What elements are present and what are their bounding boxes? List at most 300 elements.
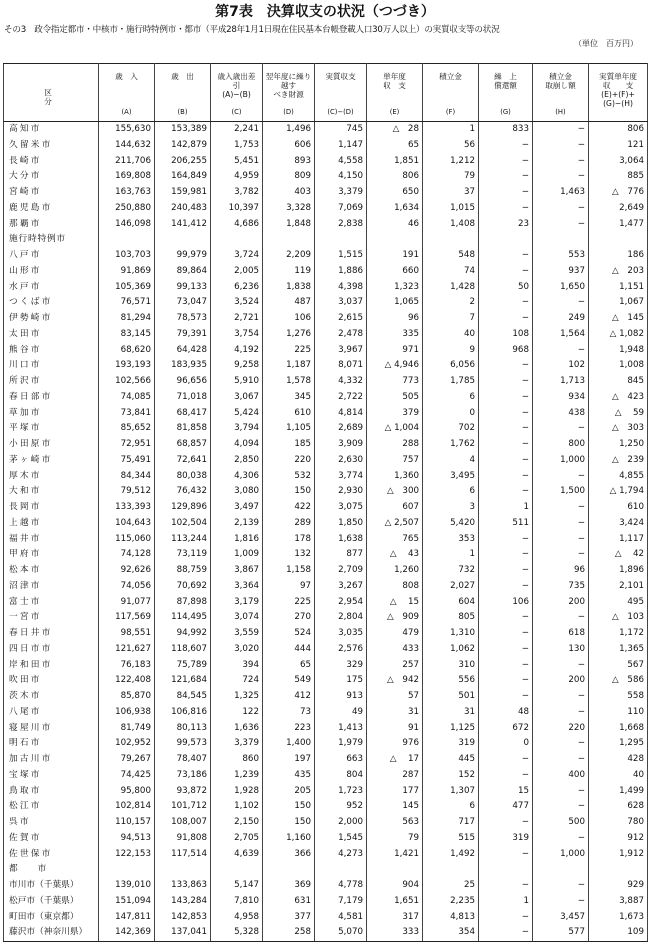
- row-label: 市川市（千葉県）: [4, 878, 99, 894]
- table-cell: 76,432: [155, 484, 211, 500]
- row-label: 宝塚市: [4, 768, 99, 784]
- table-cell: 74,056: [99, 579, 155, 595]
- table-cell: −: [479, 169, 533, 185]
- table-cell: 1,000: [533, 847, 589, 863]
- column-code: (H): [555, 108, 566, 116]
- row-label: 草加市: [4, 406, 99, 422]
- table-cell: 1: [479, 500, 533, 516]
- table-cell: 2,930: [315, 484, 367, 500]
- row-label: 小田原市: [4, 437, 99, 453]
- table-cell: 1,172: [589, 626, 648, 642]
- table-cell: 84,344: [99, 469, 155, 485]
- table-cell: 121,684: [155, 673, 211, 689]
- table-cell: 96: [367, 311, 423, 327]
- table-row: [4, 248, 648, 264]
- table-cell: 46: [367, 217, 423, 233]
- table-row: [4, 185, 648, 201]
- column-header-8: [479, 64, 533, 122]
- table-cell: −: [533, 295, 589, 311]
- row-label: 春日部市: [4, 390, 99, 406]
- table-cell: 146,098: [99, 217, 155, 233]
- table-cell: 3,328: [263, 201, 315, 217]
- table-cell: 23: [479, 217, 533, 233]
- row-label: 松江市: [4, 799, 99, 815]
- table-cell: [211, 862, 263, 878]
- table-cell: 9: [423, 343, 479, 359]
- table-cell: 2,722: [315, 390, 367, 406]
- table-cell: 1,125: [423, 721, 479, 737]
- table-cell: △ 17: [367, 752, 423, 768]
- table-cell: 1,065: [367, 295, 423, 311]
- table-cell: 1,310: [423, 626, 479, 642]
- table-cell: [367, 232, 423, 248]
- table-cell: 2,954: [315, 595, 367, 611]
- row-label: 甲府市: [4, 547, 99, 563]
- table-cell: −: [479, 484, 533, 500]
- table-cell: 130: [533, 642, 589, 658]
- table-cell: −: [479, 311, 533, 327]
- table-cell: 1,307: [423, 784, 479, 800]
- table-cell: 1,545: [315, 831, 367, 847]
- table-cell: 91,808: [155, 831, 211, 847]
- column-code: (F): [445, 108, 456, 116]
- table-cell: △ 145: [589, 311, 648, 327]
- table-cell: [155, 862, 211, 878]
- row-label: 上越市: [4, 516, 99, 532]
- table-cell: 553: [533, 248, 589, 264]
- table-cell: 2,615: [315, 311, 367, 327]
- table-cell: 5,328: [211, 925, 263, 941]
- table-cell: 702: [423, 421, 479, 437]
- table-cell: 186: [589, 248, 648, 264]
- table-row: [4, 642, 648, 658]
- table-cell: 833: [479, 122, 533, 138]
- table-cell: 1,928: [211, 784, 263, 800]
- table-cell: 1,015: [423, 201, 479, 217]
- column-header-10: [589, 64, 648, 122]
- table-cell: 2,689: [315, 421, 367, 437]
- table-cell: 1,102: [211, 799, 263, 815]
- table-cell: 288: [367, 437, 423, 453]
- table-cell: 567: [589, 658, 648, 674]
- table-cell: 91: [367, 721, 423, 737]
- table-cell: 106,816: [155, 705, 211, 721]
- table-cell: 133,863: [155, 878, 211, 894]
- table-cell: 724: [211, 673, 263, 689]
- table-row: [4, 831, 648, 847]
- table-cell: 65: [263, 658, 315, 674]
- table-cell: 558: [589, 689, 648, 705]
- table-cell: 178: [263, 532, 315, 548]
- table-cell: [479, 862, 533, 878]
- table-row: [4, 469, 648, 485]
- table-cell: 2: [423, 295, 479, 311]
- table-cell: 211,706: [99, 154, 155, 170]
- table-cell: [99, 862, 155, 878]
- row-label: 施行時特例市: [4, 232, 99, 248]
- table-cell: 106: [479, 595, 533, 611]
- table-cell: 912: [589, 831, 648, 847]
- row-label: 沼津市: [4, 579, 99, 595]
- table-cell: 1,250: [589, 437, 648, 453]
- row-label: 太田市: [4, 327, 99, 343]
- table-cell: 7,179: [315, 894, 367, 910]
- table-cell: 1,912: [589, 847, 648, 863]
- table-row: [4, 154, 648, 170]
- table-cell: −: [479, 532, 533, 548]
- table-row: [4, 768, 648, 784]
- table-cell: 83,145: [99, 327, 155, 343]
- table-cell: 1: [423, 122, 479, 138]
- table-cell: 1,650: [533, 280, 589, 296]
- table-cell: 1,323: [367, 280, 423, 296]
- table-cell: 109: [589, 925, 648, 941]
- table-cell: 1,325: [211, 689, 263, 705]
- table-cell: 57: [367, 689, 423, 705]
- table-cell: 73,047: [155, 295, 211, 311]
- table-cell: 607: [367, 500, 423, 516]
- table-row: [4, 169, 648, 185]
- table-cell: 163,763: [99, 185, 155, 201]
- table-cell: 735: [533, 579, 589, 595]
- table-row: [4, 595, 648, 611]
- table-cell: 64,428: [155, 343, 211, 359]
- table-cell: 780: [589, 815, 648, 831]
- table-cell: [479, 232, 533, 248]
- table-cell: 4,686: [211, 217, 263, 233]
- table-cell: 249: [533, 311, 589, 327]
- table-cell: 2,000: [315, 815, 367, 831]
- table-cell: −: [479, 563, 533, 579]
- table-cell: 81,749: [99, 721, 155, 737]
- table-cell: △ 59: [589, 406, 648, 422]
- table-cell: 99,573: [155, 736, 211, 752]
- table-cell: 353: [423, 532, 479, 548]
- table-cell: [423, 862, 479, 878]
- table-cell: [367, 862, 423, 878]
- table-cell: 556: [423, 673, 479, 689]
- column-header-1: [99, 64, 155, 122]
- row-label: 鹿児島市: [4, 201, 99, 217]
- table-cell: −: [533, 343, 589, 359]
- table-cell: 31: [423, 705, 479, 721]
- table-cell: 610: [263, 406, 315, 422]
- table-cell: −: [533, 894, 589, 910]
- table-cell: 92,626: [99, 563, 155, 579]
- table-cell: 805: [423, 610, 479, 626]
- table-cell: 606: [263, 138, 315, 154]
- column-label: 区 分: [44, 88, 121, 106]
- table-cell: △ 203: [589, 264, 648, 280]
- table-cell: 885: [589, 169, 648, 185]
- table-cell: −: [479, 406, 533, 422]
- table-cell: 3,364: [211, 579, 263, 595]
- table-row: [4, 358, 648, 374]
- table-row: [4, 563, 648, 579]
- table-cell: 37: [423, 185, 479, 201]
- table-cell: 117,569: [99, 610, 155, 626]
- table-cell: 1,187: [263, 358, 315, 374]
- table-cell: 96: [533, 563, 589, 579]
- table-cell: 1,668: [589, 721, 648, 737]
- table-cell: 2,241: [211, 122, 263, 138]
- table-cell: 74,425: [99, 768, 155, 784]
- table-cell: 80,038: [155, 469, 211, 485]
- row-label: 一宮市: [4, 610, 99, 626]
- table-cell: 2,576: [315, 642, 367, 658]
- row-label: 高知市: [4, 122, 99, 138]
- table-cell: 150: [263, 799, 315, 815]
- row-label: 藤沢市（神奈川県）: [4, 925, 99, 941]
- table-cell: 99,979: [155, 248, 211, 264]
- table-cell: 1,105: [263, 421, 315, 437]
- table-cell: 317: [367, 910, 423, 926]
- table-row: [4, 437, 648, 453]
- table-cell: 1,500: [533, 484, 589, 500]
- table-cell: 428: [589, 752, 648, 768]
- table-cell: 94,992: [155, 626, 211, 642]
- table-cell: −: [533, 500, 589, 516]
- table-cell: 3: [423, 500, 479, 516]
- row-label: 山形市: [4, 264, 99, 280]
- table-cell: −: [533, 217, 589, 233]
- table-cell: 1,158: [263, 563, 315, 579]
- table-row: [4, 705, 648, 721]
- table-cell: 75,789: [155, 658, 211, 674]
- table-cell: 102,814: [99, 799, 155, 815]
- table-cell: 94,513: [99, 831, 155, 847]
- table-cell: 3,967: [315, 343, 367, 359]
- row-label: 佐世保市: [4, 847, 99, 863]
- table-cell: 3,075: [315, 500, 367, 516]
- table-cell: 618: [533, 626, 589, 642]
- table-row: [4, 689, 648, 705]
- table-cell: 477: [479, 799, 533, 815]
- table-header: [4, 64, 648, 122]
- table-cell: −: [533, 799, 589, 815]
- table-cell: [211, 232, 263, 248]
- table-row: [4, 894, 648, 910]
- table-cell: 4,273: [315, 847, 367, 863]
- table-cell: 1,295: [589, 736, 648, 752]
- table-cell: 4,581: [315, 910, 367, 926]
- table-cell: 937: [533, 264, 589, 280]
- row-label: 宮崎市: [4, 185, 99, 201]
- table-cell: −: [479, 421, 533, 437]
- table-cell: 3,064: [589, 154, 648, 170]
- table-cell: 200: [533, 673, 589, 689]
- table-cell: 515: [423, 831, 479, 847]
- table-cell: 147,811: [99, 910, 155, 926]
- table-cell: 1,000: [533, 453, 589, 469]
- table-cell: 500: [533, 815, 589, 831]
- table-cell: −: [533, 532, 589, 548]
- table-cell: 4,814: [315, 406, 367, 422]
- row-label: 四日市市: [4, 642, 99, 658]
- table-cell: 1,673: [589, 910, 648, 926]
- column-label: 歳 出: [171, 72, 194, 81]
- table-cell: 445: [423, 752, 479, 768]
- table-row: [4, 799, 648, 815]
- table-cell: 412: [263, 689, 315, 705]
- table-cell: 4,306: [211, 469, 263, 485]
- table-cell: 104,643: [99, 516, 155, 532]
- table-cell: 150: [263, 815, 315, 831]
- table-cell: 968: [479, 343, 533, 359]
- row-label: 松戸市（千葉県）: [4, 894, 99, 910]
- table-cell: −: [479, 469, 533, 485]
- column-header-5: [315, 64, 367, 122]
- table-cell: 2,709: [315, 563, 367, 579]
- table-cell: 183,935: [155, 358, 211, 374]
- table-cell: 577: [533, 925, 589, 941]
- table-cell: 732: [423, 563, 479, 579]
- table-cell: △ 28: [367, 122, 423, 138]
- table-cell: 1,428: [423, 280, 479, 296]
- table-cell: −: [479, 579, 533, 595]
- table-cell: 929: [589, 878, 648, 894]
- row-label: 松本市: [4, 563, 99, 579]
- table-cell: 333: [367, 925, 423, 941]
- table-row: [4, 406, 648, 422]
- table-cell: 102,504: [155, 516, 211, 532]
- table-cell: −: [479, 154, 533, 170]
- table-cell: 117,514: [155, 847, 211, 863]
- table-cell: −: [479, 847, 533, 863]
- table-cell: 1,062: [423, 642, 479, 658]
- table-cell: 287: [367, 768, 423, 784]
- row-label: つくば市: [4, 295, 99, 311]
- table-cell: 800: [533, 437, 589, 453]
- table-row: [4, 138, 648, 154]
- table-cell: 4,958: [211, 910, 263, 926]
- table-cell: 144,632: [99, 138, 155, 154]
- table-cell: 5,420: [423, 516, 479, 532]
- table-cell: 122,408: [99, 673, 155, 689]
- table-cell: 1,408: [423, 217, 479, 233]
- table-cell: 102,566: [99, 374, 155, 390]
- table-cell: 223: [263, 721, 315, 737]
- table-cell: 3,379: [211, 736, 263, 752]
- table-cell: 2,209: [263, 248, 315, 264]
- table-cell: 96,656: [155, 374, 211, 390]
- table-row: [4, 500, 648, 516]
- table-cell: 1,212: [423, 154, 479, 170]
- table-cell: [589, 862, 648, 878]
- table-cell: −: [479, 658, 533, 674]
- table-cell: −: [479, 248, 533, 264]
- table-cell: 319: [423, 736, 479, 752]
- table-row: [4, 579, 648, 595]
- table-cell: 2,721: [211, 311, 263, 327]
- table-cell: 56: [423, 138, 479, 154]
- table-cell: 206,255: [155, 154, 211, 170]
- table-row: [4, 673, 648, 689]
- table-cell: 72,951: [99, 437, 155, 453]
- table-cell: 663: [315, 752, 367, 768]
- column-label: 繰 上 償還額: [494, 72, 517, 90]
- table-cell: 563: [367, 815, 423, 831]
- table-cell: 75,491: [99, 453, 155, 469]
- column-code: (E): [389, 108, 400, 116]
- table-cell: 122,153: [99, 847, 155, 863]
- table-cell: 403: [263, 185, 315, 201]
- column-header-6: [367, 64, 423, 122]
- table-cell: [263, 232, 315, 248]
- page-title: 第7表 決算収支の状況（つづき）: [215, 4, 435, 20]
- table-cell: 76,571: [99, 295, 155, 311]
- column-header-0: [4, 64, 121, 122]
- table-cell: 3,495: [423, 469, 479, 485]
- row-label: 茅ヶ崎市: [4, 453, 99, 469]
- table-cell: 377: [263, 910, 315, 926]
- table-cell: 501: [423, 689, 479, 705]
- table-cell: 310: [423, 658, 479, 674]
- table-cell: 105,369: [99, 280, 155, 296]
- row-label: 久留米市: [4, 138, 99, 154]
- table-cell: −: [533, 138, 589, 154]
- table-cell: 65: [367, 138, 423, 154]
- table-cell: −: [479, 626, 533, 642]
- table-cell: 3,074: [211, 610, 263, 626]
- table-cell: 99,133: [155, 280, 211, 296]
- table-cell: 108: [479, 327, 533, 343]
- table-cell: 73,841: [99, 406, 155, 422]
- table-cell: −: [479, 390, 533, 406]
- column-header-7: [423, 64, 479, 122]
- row-label: 町田市（東京都）: [4, 910, 99, 926]
- table-cell: 532: [263, 469, 315, 485]
- table-cell: 78,573: [155, 311, 211, 327]
- table-cell: 3,067: [211, 390, 263, 406]
- table-cell: 85,870: [99, 689, 155, 705]
- table-cell: 119: [263, 264, 315, 280]
- table-cell: 4,192: [211, 343, 263, 359]
- table-cell: 78,407: [155, 752, 211, 768]
- settlement-balance-table: [3, 63, 648, 942]
- table-cell: △ 942: [367, 673, 423, 689]
- table-cell: 81,294: [99, 311, 155, 327]
- table-cell: 5,910: [211, 374, 263, 390]
- table-cell: 113,244: [155, 532, 211, 548]
- table-cell: 773: [367, 374, 423, 390]
- table-cell: 110,157: [99, 815, 155, 831]
- column-label: 歳入歳出差 引 (A)−(B): [217, 72, 264, 99]
- table-cell: 139,010: [99, 878, 155, 894]
- table-cell: 6: [423, 390, 479, 406]
- table-cell: △ 2,507: [367, 516, 423, 532]
- table-cell: 121: [589, 138, 648, 154]
- table-cell: 74,085: [99, 390, 155, 406]
- column-label: 実質収支: [325, 72, 356, 81]
- table-cell: 1,492: [423, 847, 479, 863]
- table-row: [4, 721, 648, 737]
- table-cell: 97: [263, 579, 315, 595]
- table-cell: 3,457: [533, 910, 589, 926]
- table-cell: −: [533, 784, 589, 800]
- table-cell: 1,762: [423, 437, 479, 453]
- table-cell: 3,037: [315, 295, 367, 311]
- table-cell: 81,858: [155, 421, 211, 437]
- table-cell: 2,705: [211, 831, 263, 847]
- table-cell: 877: [315, 547, 367, 563]
- table-cell: 6,236: [211, 280, 263, 296]
- table-cell: 8,071: [315, 358, 367, 374]
- table-cell: 5,424: [211, 406, 263, 422]
- table-cell: 31: [367, 705, 423, 721]
- table-cell: 91,869: [99, 264, 155, 280]
- table-cell: 971: [367, 343, 423, 359]
